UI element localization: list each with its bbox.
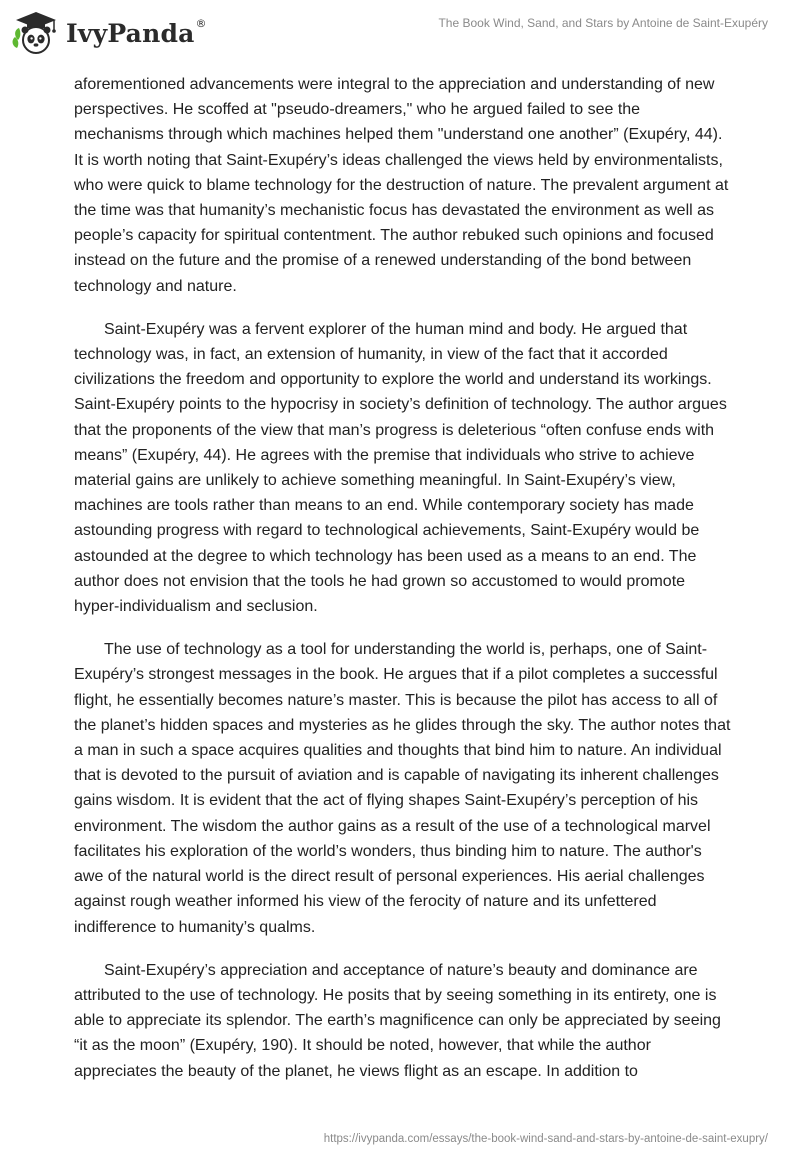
registered-mark: ® [195,16,207,30]
ivypanda-logo[interactable] [12,8,207,58]
page-header [0,0,800,70]
logo-text: IvyPanda [66,18,195,48]
paragraph-2: Saint-Exupéry was a fervent explorer of the human mind and body. He argued that technology was, in fact, an extension of humanity, in view of the fact that it accorded civilizations the freedom and opportunity to explore the world and understand its workings. Saint-Exupéry points to the hypocrisy in society’s definition of technology. The author argues that the proponents of the view that man’s progress is deleterious “often confuse ends with means” (Exupéry, 44). He agrees with the premise that individuals who strive to achieve material gains are unlikely to achieve something meaningful. In Saint-Exupéry’s view, machines are tools rather than means to an end. While contemporary society has made astounding progress with regard to technological achievements, Saint-Exupéry would be astounded at the degree to which technology has been used as a means to an end. The author does not envision that the tools he had grown so accustomed to would promote hyper-individualism and seclusion. [74,320,727,616]
logo-wordmark [66,16,207,48]
paragraph-3: The use of technology as a tool for understanding the world is, perhaps, one of Saint-Exupéry’s strongest messages in the book. He argues that if a pilot completes a successful flight, he essentially becomes nature’s master. This is because the pilot has access to all of the planet’s hidden spaces and mysteries as he glides through the sky. The author notes that a man in such a space acquires qualities and thoughts that bind him to nature. An individual that is devoted to the pursuit of aviation and is capable of navigating its inherent challenges gains wisdom. It is evident that the act of flying shapes Saint-Exupéry’s perception of his environment. The wisdom the author gains as a result of the use of a technological marvel facilitates his exploration of the world’s wonders, thus binding him to nature. The author's awe of the natural world is the direct result of personal experiences. His aerial challenges against rough weather informed his view of the ferocity of nature and its unfettered indifference to humanity’s qualms. [74,641,731,936]
paragraph-4: Saint-Exupéry’s appreciation and acceptance of nature’s beauty and dominance are attributed to the use of technology. He posits that by seeing something in its entirety, one is able to appreciate its splendor. The earth’s magnificence can only be appreciated by seeing “it as the moon” (Exupéry, 190). It should be noted, however, that while the author appreciates the beauty of the planet, he views flight as an escape. In addition to [74,961,721,1080]
source-url[interactable]: https://ivypanda.com/essays/the-book-wind-sand-and-stars-by-antoine-de-saint-exupry/ [323,1133,768,1145]
paragraph-1: aforementioned advancements were integral to the appreciation and understanding of new perspectives. He scoffed at "pseudo-dreamers," who he argued failed to see the mechanisms through which machines helped them "understand one another” (Exupéry, 44). It is worth noting that Saint-Exupéry’s ideas challenged the views held by environmentalists, who were quick to blame technology for the destruction of nature. The prevalent argument at the time was that humanity’s mechanistic focus has devastated the environment as well as people’s capacity for spiritual contentment. The author rebuked such opinions and focused instead on the future and the promise of a renewed understanding of the bond between technology and nature. [74,76,729,295]
panda-graduate-icon [12,10,60,56]
essay-body [74,72,734,1102]
document-title: The Book Wind, Sand, and Stars by Antoine de Saint-Exupéry [438,16,768,30]
